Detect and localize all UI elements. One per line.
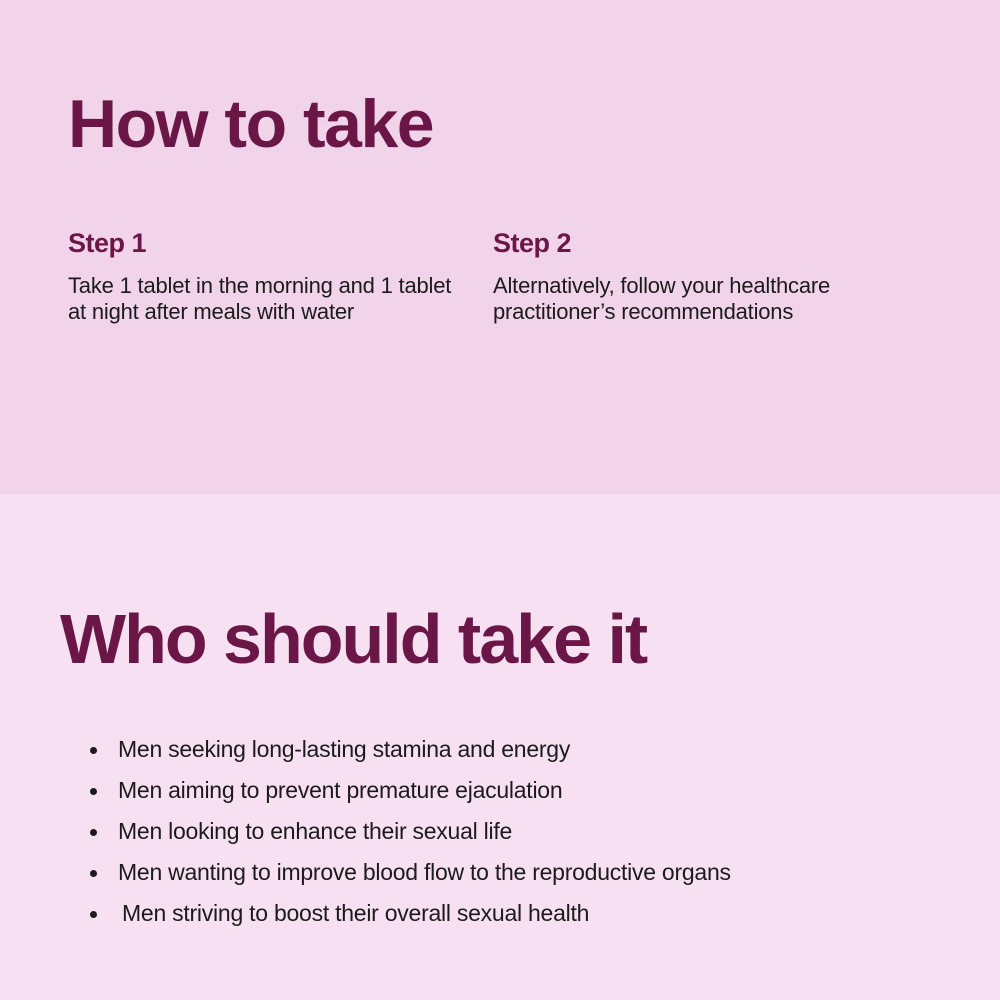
how-to-take-section (0, 0, 1000, 494)
who-should-take-it-section (0, 494, 1000, 1000)
list-item (82, 902, 940, 925)
list-item-label: Men wanting to improve blood flow to the reproductive organs (118, 859, 731, 885)
list-item-label: Men striving to boost their overall sexual health (122, 900, 590, 926)
who-should-take-it-title: Who should take it (60, 600, 647, 678)
how-to-take-title: How to take (68, 86, 434, 162)
step-1 (68, 228, 493, 326)
bullet-icon (90, 747, 97, 754)
step-2-label: Step 2 (493, 228, 572, 258)
bullet-icon (90, 870, 97, 877)
list-item (82, 779, 940, 802)
bullet-icon (90, 788, 97, 795)
bullet-icon (90, 911, 97, 918)
bullet-icon (90, 829, 97, 836)
list-item (82, 820, 940, 843)
list-item-label: Men seeking long-lasting stamina and energy (118, 736, 571, 762)
step-2-text: Alternatively, follow your healthcare practitioner’s recommendations (493, 273, 831, 325)
step-1-label: Step 1 (68, 228, 147, 258)
steps-container (68, 228, 932, 326)
step-2 (493, 228, 932, 326)
step-1-text: Take 1 tablet in the morning and 1 tablet at night after meals with water (68, 273, 452, 325)
list-item (82, 861, 940, 884)
who-should-take-it-list (60, 738, 940, 925)
list-item-label: Men looking to enhance their sexual life (118, 818, 513, 844)
list-item-label: Men aiming to prevent premature ejaculation (118, 777, 563, 803)
list-item (82, 738, 940, 761)
